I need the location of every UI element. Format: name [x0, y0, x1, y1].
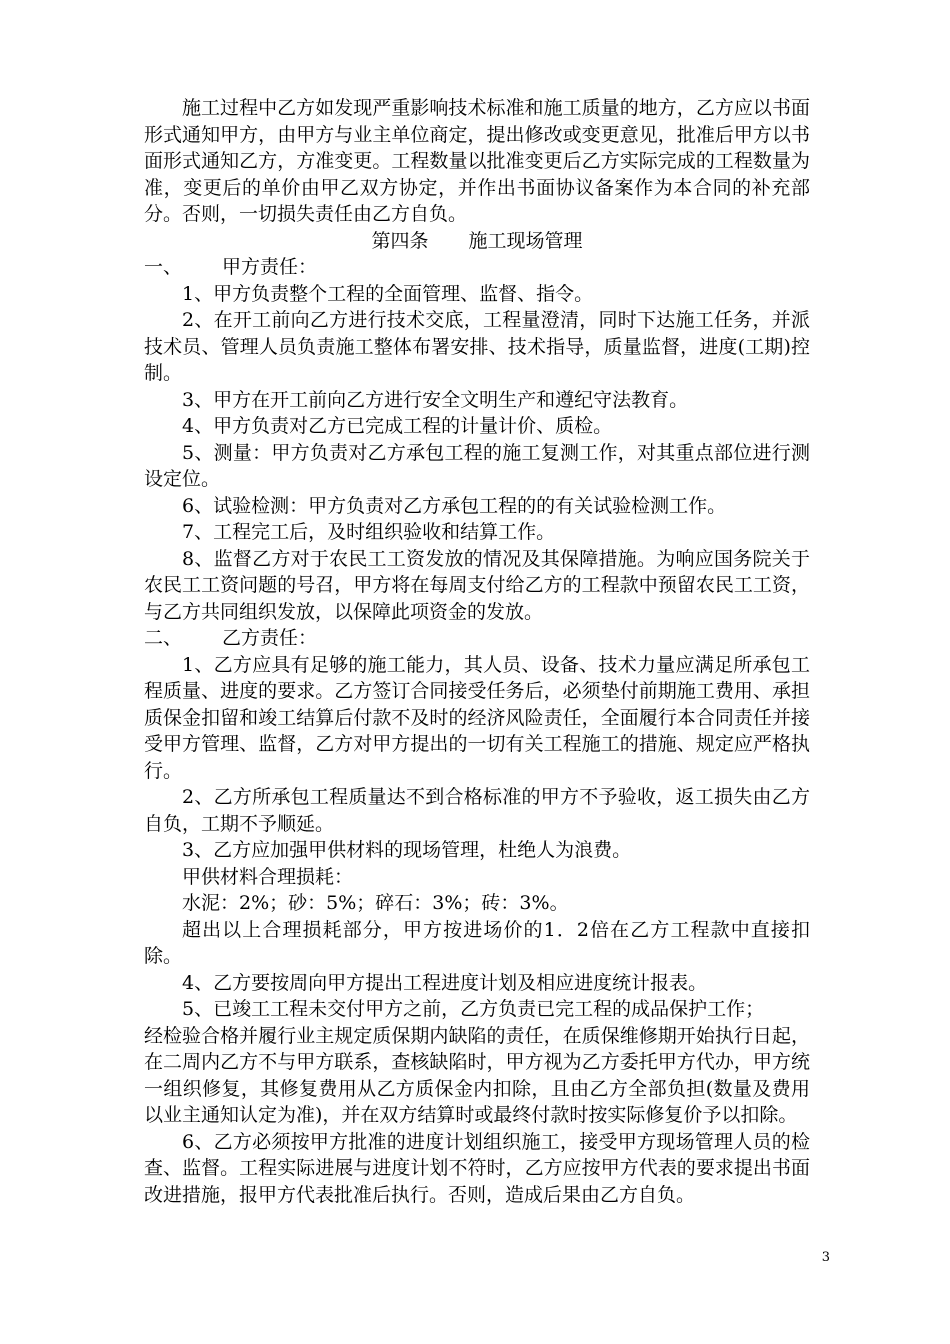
article-title: 施工现场管理: [468, 229, 583, 252]
section-index: 二、: [144, 627, 183, 649]
party-a-item-6: 6、试验检测：甲方负责对乙方承包工程的的有关试验检测工作。: [182, 494, 727, 517]
party-a-item-3: 3、甲方在开工前向乙方进行安全文明生产和遵纪守法教育。: [182, 388, 689, 411]
party-b-item-6: 6、乙方必须按甲方批准的进度计划组织施工，接受甲方现场管理人员的检查、监督。工程实际进展与进度计划不符时，乙方应按甲方代表的要求提出书面改进措施，报甲方代表批准后执行。否则，造成后果由乙方自负。: [144, 1130, 810, 1206]
party-b-item-4: 4、乙方要按周向甲方提出工程进度计划及相应进度统计报表。: [182, 971, 708, 994]
section-heading-party-a: [144, 254, 810, 281]
party-a-item-4: 4、甲方负责对乙方已完成工程的计量计价、质检。: [182, 415, 613, 437]
party-b-item-2: 2、乙方所承包工程质量达不到合格标准的甲方不予验收，返工损失由乙方自负，工期不予顺延。: [144, 786, 810, 835]
party-b-item-3: 3、乙方应加强甲供材料的现场管理，杜绝人为浪费。: [182, 839, 632, 861]
party-a-item-1: 1、甲方负责整个工程的全面管理、监督、指令。: [182, 282, 594, 305]
section-index: 一、: [144, 256, 183, 278]
document-body: [144, 95, 810, 1208]
article-heading: [144, 228, 810, 255]
party-b-item-1: 1、乙方应具有足够的施工能力，其人员、设备、技术力量应满足所承包工程质量、进度的要求。乙方签订合同接受任务后，必须垫付前期施工费用、承担质保金扣留和竣工结算后付款不及时的经济风险责任，全面履行本合同责任并接受甲方管理、监督，乙方对甲方提出的一切有关工程施工的措施、规定应严格执行。: [144, 653, 810, 782]
section-title: 甲方责任：: [222, 256, 318, 278]
party-a-item-8: 8、监督乙方对于农民工工资发放的情况及其保障措施。为响应国务院关于农民工工资问题的号召，甲方将在每周支付给乙方的工程款中预留农民工工资，与乙方共同组织发放，以保障此项资金的发放。: [144, 547, 810, 623]
party-a-item-2: 2、在开工前向乙方进行技术交底，工程量澄清，同时下达施工任务，并派技术员、管理人员负责施工整体布署安排、技术指导，质量监督，进度(工期)控制。: [144, 309, 810, 384]
excess-loss-deduction: 超出以上合理损耗部分，甲方按进场价的1．2倍在乙方工程款中直接扣除。: [144, 918, 810, 967]
party-a-item-5: 5、测量：甲方负责对乙方承包工程的施工复测工作，对其重点部位进行测设定位。: [144, 441, 810, 490]
section-heading-party-b: [144, 625, 810, 652]
page-number: 3: [821, 1250, 830, 1265]
party-b-item-5: 5、已竣工工程未交付甲方之前，乙方负责已完工程的成品保护工作；: [182, 998, 765, 1020]
article-number: 第四条: [371, 229, 429, 252]
paragraph-change-procedure: 施工过程中乙方如发现严重影响技术标准和施工质量的地方，乙方应以书面形式通知甲方，由甲方与业主单位商定，提出修改或变更意见，批准后甲方以书面形式通知乙方，方准变更。工程数量以批准变更后乙方实际完成的工程数量为准，变更后的单价由甲乙双方协定，并作出书面协议备案作为本合同的补充部分。否则，一切损失责任由乙方自负。: [144, 97, 810, 225]
party-a-item-7: 7、工程完工后，及时组织验收和结算工作。: [182, 521, 556, 543]
material-loss-rates: 水泥：2%；砂：5%；碎石：3%；砖：3%。: [182, 892, 569, 914]
section-title: 乙方责任：: [222, 627, 318, 649]
warranty-paragraph: 经检验合格并履行业主规定质保期内缺陷的责任，在质保维修期开始执行日起，在二周内乙方不与甲方联系，查核缺陷时，甲方视为乙方委托甲方代办，甲方统一组织修复，其修复费用从乙方质保金内扣除，且由乙方全部负担(数量及费用以业主通知认定为准)，并在双方结算时或最终付款时按实际修复价予以扣除。: [144, 1024, 810, 1126]
material-loss-title: 甲供材料合理损耗：: [182, 865, 354, 888]
